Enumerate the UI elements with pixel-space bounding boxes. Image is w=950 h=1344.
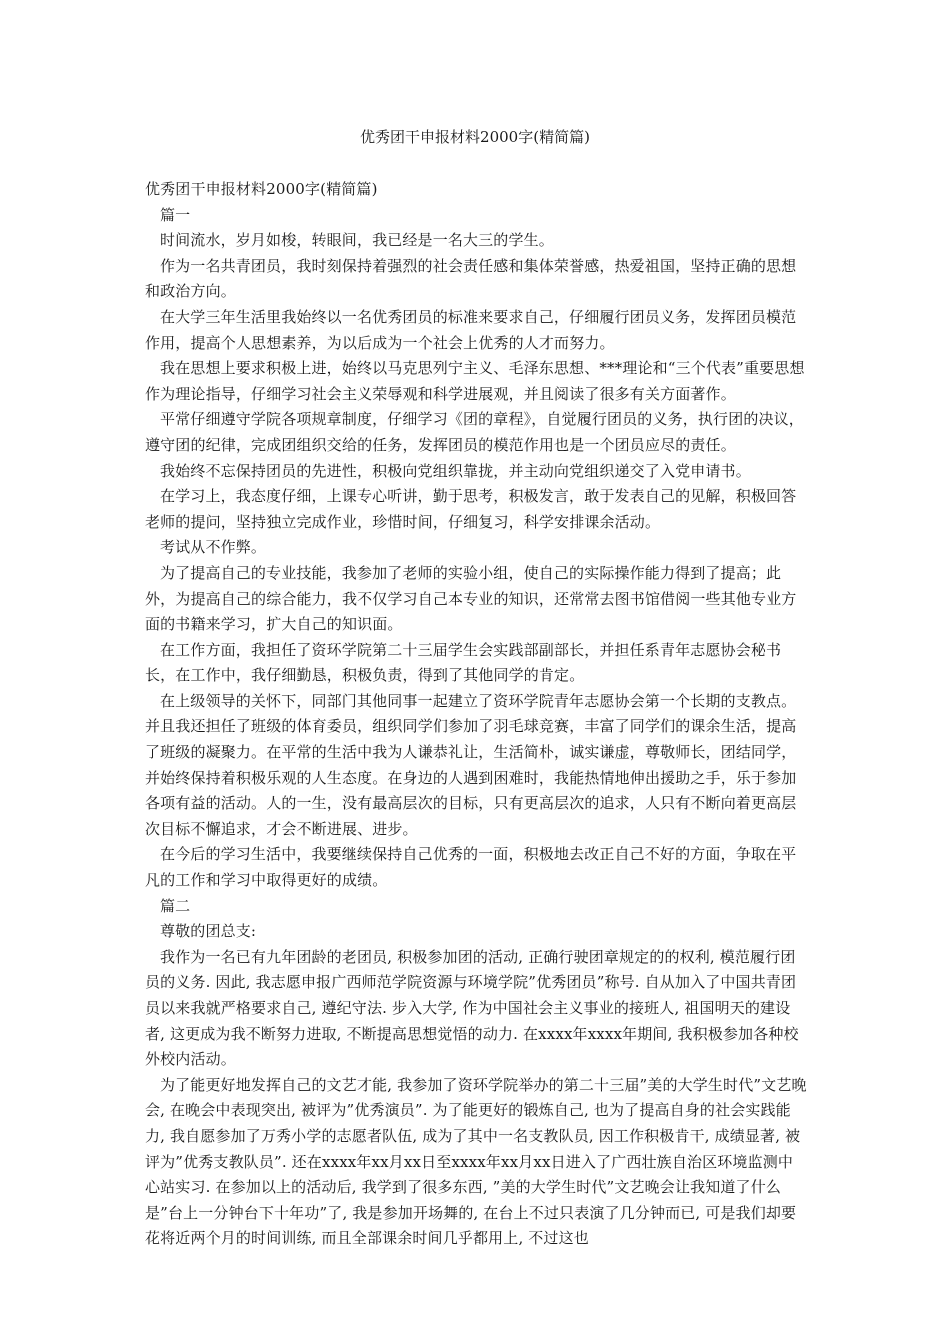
- paragraph: 我作为一名已有九年团龄的老团员, 积极参加团的活动, 正确行驶团章规定的的权利, 模范履行团员的义务. 因此, 我志愿申报广西师范学院资源与环境学院”优秀团员”称号. 自从加入了中国共青团员以来我就严格要求自己, 遵纪守法. 步入大学, 作为中国社会主义事业的接班人, 祖国明天的建设者, 这更成为我不断努力进取, 不断提高思想觉悟的动力. 在xxxx年xxxx年期间, 我积极参加各种校外校内活动。: [145, 947, 799, 1069]
- paragraph: 为了提高自己的专业技能，我参加了老师的实验小组，使自己的实际操作能力得到了提高；此外，为提高自己的综合能力，我不仅学习自己本专业的知识，还常常去图书馆借阅一些其他专业方面的书籍来学习，扩大自己的知识面。: [145, 563, 797, 634]
- paragraph: 在上级领导的关怀下，同部门其他同事一起建立了资环学院青年志愿协会第一个长期的支教点。并且我还担任了班级的体育委员，组织同学们参加了羽毛球竞赛，丰富了同学们的课余生活，提高了班级的凝聚力。在平常的生活中我为人谦恭礼让，生活简朴，诚实谦虚，尊敬师长，团结同学，并始终保持着积极乐观的人生态度。在身边的人遇到困难时，我能热情地伸出援助之手，乐于参加各项有益的活动。人的一生，没有最高层次的目标，只有更高层次的追求，人只有不断向着更高层次目标不懈追求，才会不断进展、进步。: [145, 691, 797, 838]
- paragraph: 在大学三年生活里我始终以一名优秀团员的标准来要求自己，仔细履行团员义务，发挥团员模范作用，提高个人思想素养，为以后成为一个社会上优秀的人才而努力。: [145, 307, 797, 352]
- document-subtitle: 优秀团干申报材料2000字(精简篇): [145, 180, 378, 198]
- paragraph: 我在思想上要求积极上进，始终以马克思列宁主义、毛泽东思想、***理论和“三个代表”重要思想作为理论指导，仔细学习社会主义荣辱观和科学进展观，并且阅读了很多有关方面著作。: [145, 359, 805, 403]
- section-heading: 篇一: [160, 205, 191, 224]
- paragraph: 在学习上，我态度仔细，上课专心听讲，勤于思考，积极发言，敢于发表自己的见解，积极回答老师的提问，坚持独立完成作业，珍惜时间，仔细复习，科学安排课余活动。: [145, 487, 797, 531]
- paragraph: 在工作方面，我担任了资环学院第二十三届学生会实践部副部长，并担任系青年志愿协会秘书长，在工作中，我仔细勤恳，积极负责，得到了其他同学的肯定。: [145, 640, 782, 685]
- document-body: [145, 177, 807, 1252]
- paragraph: 平常仔细遵守学院各项规章制度，仔细学习《团的章程》，自觉履行团员的义务，执行团的决议，遵守团的纪律，完成团组织交给的任务，发挥团员的模范作用也是一个团员应尽的责任。: [145, 410, 804, 454]
- paragraph: 在今后的学习生活中，我要继续保持自己优秀的一面，积极地去改正自己不好的方面，争取在平凡的工作和学习中取得更好的成绩。: [145, 845, 797, 890]
- section-heading: 篇二: [160, 896, 191, 915]
- paragraph: 为了能更好地发挥自己的文艺才能, 我参加了资环学院举办的第二十三届”美的大学生时代”文艺晚会, 在晚会中表现突出, 被评为”优秀演员”. 为了能更好的锻炼自己, 也为了提高自身的社会实践能力, 我自愿参加了万秀小学的志愿者队伍, 成为了其中一名支教队员, 因工作积极肯干, 成绩显著, 被评为”优秀支教队员”. 还在xxxx年xx月xx日至xxxx年xx月xx日进入了广西壮族自治区环境监测中心站实习. 在参加以上的活动后, 我学到了很多东西, ”美的大学生时代”文艺晚会让我知道了什么是”台上一分钟台下十年功”了, 我是参加开场舞的, 在台上不过只表演了几分钟而已, 可是我们却要花将近两个月的时间训练, 而且全部课余时间几乎都用上, 不过这也: [145, 1075, 807, 1248]
- paragraph: 考试从不作弊。: [160, 538, 267, 557]
- paragraph: 时间流水，岁月如梭，转眼间，我已经是一名大三的学生。: [160, 231, 554, 250]
- paragraph: 我始终不忘保持团员的先进性，积极向党组织靠拢，并主动向党组织递交了入党申请书。: [160, 461, 751, 480]
- paragraph: 作为一名共青团员，我时刻保持着强烈的社会责任感和集体荣誉感，热爱祖国，坚持正确的思想和政治方向。: [145, 256, 797, 301]
- document-title: 优秀团干申报材料2000字(精简篇): [360, 128, 590, 146]
- salutation: 尊敬的团总支:: [160, 922, 257, 941]
